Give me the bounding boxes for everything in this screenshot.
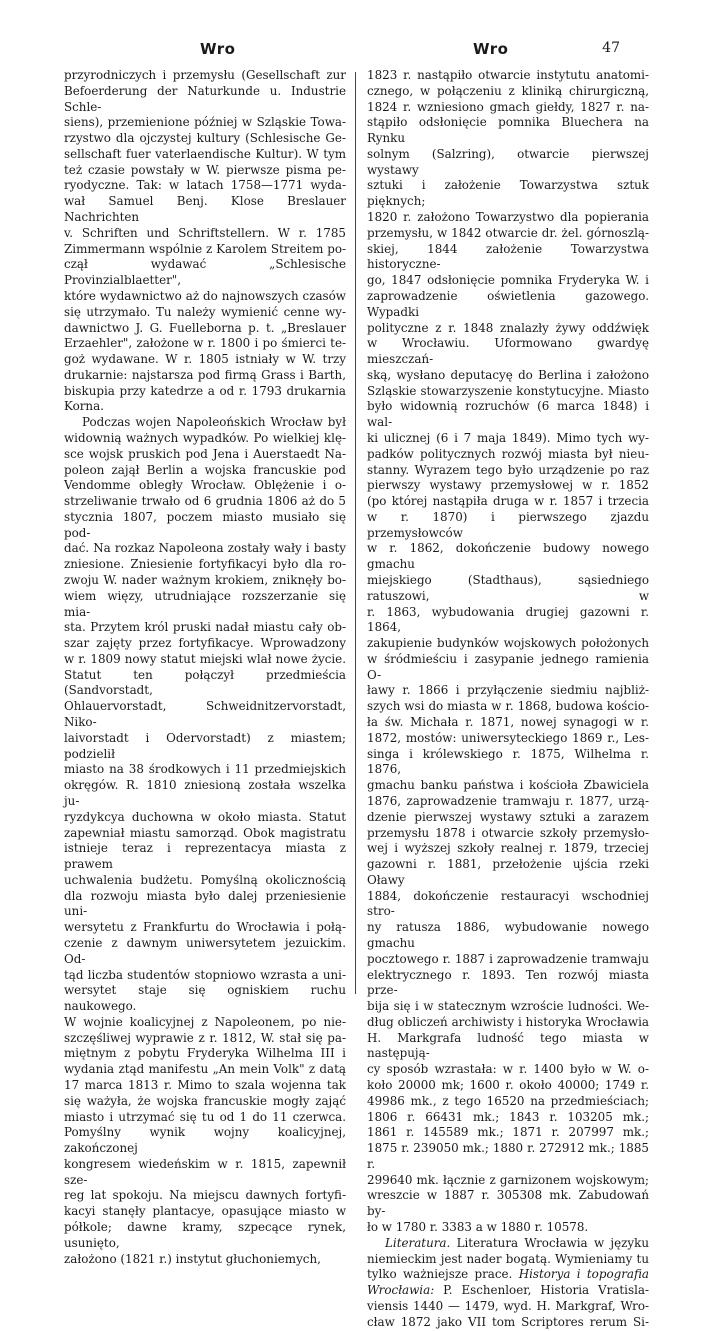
text-line: założono (1821 r.) instytut głuchoniemych, bbox=[64, 1251, 321, 1266]
text-line: miasto i utrzymać się tu od 1 do 11 czerwca. bbox=[64, 1109, 346, 1124]
text-line: gazowni r. 1881, przełożenie ujścia rzeki Oławy bbox=[367, 857, 649, 887]
text-line: goż wydawane. W r. 1805 istniały w W. trzy bbox=[64, 352, 346, 367]
text-line: cy sposób wzrastała: w r. 1400 było w W. o- bbox=[367, 1062, 649, 1077]
text-line: miejskiego (Stadthaus), sąsiedniego ratuszowi, w bbox=[367, 573, 649, 603]
text-line: Statut ten połączył przedmieścia (Sandvorstadt, bbox=[64, 667, 346, 698]
literatura-text: Literatura Wrocławia w języku bbox=[456, 1235, 650, 1250]
text-line: elektrycznego r. 1893. Ten rozwój miasta prze- bbox=[367, 967, 649, 998]
text-line: wersytet staje się ogniskiem ruchu naukowego. bbox=[64, 983, 346, 1014]
text-line: sellschaft fuer vaterlaendische Kultur). W tym bbox=[64, 146, 346, 161]
text-line: Szląskie stowarzyszenie konstytucyjne. Miasto bbox=[367, 383, 649, 398]
text-line: miasto na 38 środkowych i 11 przedmiejskich bbox=[64, 762, 346, 777]
left-guide-word: Wro bbox=[200, 40, 236, 58]
text-line: siens), przemienione później w Szląskie Towa- bbox=[64, 115, 346, 130]
text-line: zwoju W. nader ważnym krokiem, zniknęły bo- bbox=[64, 573, 346, 587]
text-line: 1875 r. 239050 mk.; 1880 r. 272912 mk.; 1885 r. bbox=[367, 1141, 649, 1171]
text-line: Korna. bbox=[64, 399, 104, 414]
text-line: ryzdykcya duchowna w około miasta. Statut bbox=[64, 809, 346, 824]
literatura-text: P. Eschenloer, Historia Vratisla- bbox=[443, 1283, 649, 1298]
text-line: wreszcie w 1887 r. 305308 mk. Zabudowań by- bbox=[367, 1188, 649, 1219]
text-line: drukarnie: najstarsza pod firmą Grass i Barth, bbox=[64, 367, 346, 382]
column-divider bbox=[355, 72, 356, 994]
text-line: w r. 1809 nowy statut miejski wlał nowe życie. bbox=[64, 651, 346, 666]
text-line: 1861 r. 145589 mk.; 1871 r. 207997 mk.; bbox=[367, 1125, 649, 1140]
text-line: sta. Przytem król pruski nadał miastu cały ob- bbox=[64, 620, 346, 635]
text-line: które wydawnictwo aż do najnowszych czasów bbox=[64, 288, 346, 303]
literatura-line: niemieckim jest nader bogatą. Wymieniamy tu bbox=[367, 1251, 649, 1266]
text-line: sce wojsk pruskich pod Jena i Auerstaedt Na- bbox=[64, 446, 346, 461]
text-line: się utrzymało. Tu należy wymienić cenne wy- bbox=[64, 304, 346, 319]
text-line: półkole; dawne kramy, szpecące rynek, usunięto, bbox=[64, 1220, 346, 1250]
text-line: w Wrocławiu. Uformowano gwardyę mieszczań- bbox=[367, 336, 649, 367]
text-line: dać. Na rozkaz Napoleona zostały wały i basty bbox=[64, 541, 346, 556]
text-line: solnym (Salzring), otwarcie pierwszej wystawy bbox=[367, 146, 649, 177]
text-line: stanny. Wyrazem tego było urządzenie po raz bbox=[367, 462, 649, 477]
text-line: v. Schriften und Schriftstellern. W r. 1785 bbox=[64, 225, 346, 240]
literatura-text: tylko ważniejsze prace. bbox=[367, 1267, 513, 1282]
text-line: laivorstadt i Odervorstadt) z miastem; podzielił bbox=[64, 730, 346, 761]
text-line: dla rozwoju miasta było dalej przeniesienie uni- bbox=[64, 888, 346, 919]
right-column-lines bbox=[367, 68, 649, 1236]
left-column bbox=[64, 68, 346, 1267]
text-line: Ohlauervorstadt, Schweidnitzervorstadt, Niko- bbox=[64, 699, 346, 730]
text-line: Zimmermann wspólnie z Karolem Streitem po- bbox=[64, 241, 346, 256]
text-line: czął wydawać „Schlesische Provinzialblaetter", bbox=[64, 257, 346, 288]
text-line: czenie z dawnym uniwersytetem jezuickim. Od- bbox=[64, 935, 346, 966]
text-line: padków politycznych rozwój miasta był nieu- bbox=[367, 446, 649, 461]
text-line: sztuki i założenie Towarzystwa sztuk pięknych; bbox=[367, 178, 649, 209]
text-line: zakupienie budynków wojskowych położonych bbox=[367, 636, 649, 651]
text-line: polityczne z r. 1848 znalazły żywy oddźwięk bbox=[367, 320, 649, 335]
right-guide-word: Wro bbox=[473, 40, 509, 58]
text-line: wiem więzy, utrudniające rozszerzanie się mia- bbox=[64, 588, 346, 619]
text-line: ło w 1780 r. 3383 a w 1880 r. 10578. bbox=[367, 1220, 589, 1235]
text-line: Pomyślny wynik wojny koalicyjnej, zakończonej bbox=[64, 1125, 346, 1156]
page-number: 47 bbox=[602, 40, 620, 56]
text-line: poleon zajął Berlin a wojska francuskie pod bbox=[64, 462, 346, 477]
text-line: w r. 1862, dokończenie budowy nowego gmachu bbox=[367, 541, 649, 572]
text-line: Befoerderung der Naturkunde u. Industrie Schle- bbox=[64, 83, 346, 114]
text-line: wersytetu z Frankfurtu do Wrocławia i połą- bbox=[64, 920, 346, 935]
text-line: dawnictwo J. G. Fuelleborna p. t. „Breslauer bbox=[64, 320, 346, 335]
text-line: go, 1847 odsłonięcie pomnika Fryderyka W. i bbox=[367, 273, 649, 288]
text-line: singa i królewskiego r. 1875, Wilhelma r. 1876, bbox=[367, 746, 649, 777]
text-line: H. Markgrafa ludność tego miasta w następują- bbox=[367, 1030, 649, 1061]
text-line: w śródmieściu i zasypanie jednego ramienia O- bbox=[367, 651, 649, 682]
text-line: ła św. Michała r. 1871, nowej synagogi w r. bbox=[367, 715, 649, 730]
text-line: szar zajęty przez fortyfikacye. Wprowadzony bbox=[64, 636, 346, 651]
right-column bbox=[367, 68, 649, 1331]
text-line: Erzaehler", założone w r. 1800 i po śmierci te- bbox=[64, 336, 346, 351]
text-line: Vendomme obległy Wrocław. Oblężenie i o- bbox=[64, 478, 346, 493]
text-line: pocztowego r. 1887 i zaprowadzenie tramwaju bbox=[367, 951, 649, 966]
text-line: zapewniał miastu samorząd. Obok magistratu bbox=[64, 825, 346, 840]
text-line: stąpiło odsłonięcie pomnika Bluechera na Rynku bbox=[367, 115, 649, 146]
text-line: stycznia 1807, poczem miasto musiało się pod- bbox=[64, 509, 346, 540]
literatura-line bbox=[367, 1236, 649, 1252]
text-line: 299640 mk. łącznie z garnizonem wojskowym; bbox=[367, 1172, 649, 1187]
text-line: kongresem wiedeńskim w r. 1815, zapewnił sze- bbox=[64, 1156, 346, 1187]
text-line: szych wsi do miasta w r. 1868, budowa kościo- bbox=[367, 699, 649, 714]
text-line: 17 marca 1813 r. Mimo to szala wojenna tak bbox=[64, 1078, 346, 1092]
text-line: r. 1863, wybudowania drugiej gazowni r. 1864, bbox=[367, 604, 649, 635]
text-line: istnieje teraz i reprezentacya miasta z prawem bbox=[64, 841, 346, 872]
text-line: szczęśliwej wyprawie z r. 1812, W. stał się pa- bbox=[64, 1030, 346, 1045]
text-line: wydania ztąd manifestu „An mein Volk" z datą bbox=[64, 1062, 346, 1077]
text-line: 1820 r. założono Towarzystwo dla popierania bbox=[367, 210, 649, 225]
text-line: kacyi stanęły plantacye, opasujące miasto w bbox=[64, 1204, 346, 1219]
text-line: dzenie pierwszej wystawy sztuki a zarazem bbox=[367, 809, 649, 824]
text-line: 49986 mk., z tego 16520 na przedmieściach; bbox=[367, 1093, 649, 1108]
text-line: gmachu banku państwa i kościoła Zbawiciela bbox=[367, 778, 649, 793]
text-line: przemysłu 1878 i otwarcie szkoły przemysło- bbox=[367, 825, 649, 840]
text-line: 1823 r. nastąpiło otwarcie instytutu anatomi- bbox=[367, 68, 649, 82]
text-line: W wojnie koalicyjnej z Napoleonem, po nie- bbox=[64, 1014, 346, 1029]
text-line: (po której nastąpiła druga w r. 1857 i trzecia bbox=[367, 494, 649, 509]
text-line: okręgów. R. 1810 zniesioną została wszelka ju- bbox=[64, 778, 346, 808]
text-line: 1806 r. 66431 mk.; 1843 r. 103205 mk.; bbox=[367, 1109, 649, 1124]
text-line: 1876, zaprowadzenie tramwaju r. 1877, urzą- bbox=[367, 793, 649, 808]
text-line: ny ratusza 1886, wybudowanie nowego gmachu bbox=[367, 920, 649, 950]
text-line: ską, wysłano deputacyę do Berlina i założono bbox=[367, 367, 649, 382]
text-line: rzystwo dla ojczystej kultury (Schlesische Ge- bbox=[64, 131, 346, 146]
text-line: w r. 1870) i pierwszego zjazdu przemysłowców bbox=[367, 509, 649, 540]
text-line: wej i wyższej szkoły realnej r. 1879, trzeciej bbox=[367, 841, 649, 856]
text-line: 1884, dokończenie restauracyi wschodniej stro- bbox=[367, 888, 649, 919]
text-line: wał Samuel Benj. Klose Breslauer Nachrichten bbox=[64, 194, 346, 225]
literatura-label: Literatura. bbox=[385, 1235, 451, 1250]
text-line: reg lat spokoju. Na miejscu dawnych fortyfi- bbox=[64, 1188, 346, 1203]
text-line: było widownią rozruchów (6 marca 1848) i wal- bbox=[367, 399, 649, 430]
text-line: strzeliwanie trwało od 6 grudnia 1806 aż do 5 bbox=[64, 494, 346, 509]
text-line: 1872, mostów: uniwersyteckiego 1869 r., Les- bbox=[367, 730, 649, 745]
text-line: się ważyła, że wojska francuskie mogły zająć bbox=[64, 1093, 346, 1108]
text-line: uchwalenia budżetu. Pomyślną okolicznością bbox=[64, 872, 346, 887]
text-line: 1824 r. wzniesiono gmach giełdy, 1827 r. na- bbox=[367, 99, 649, 114]
text-line: też czasie powstały w W. pierwsze pisma pe- bbox=[64, 162, 346, 177]
text-line: dług obliczeń archiwisty i historyka Wrocławia bbox=[367, 1014, 649, 1029]
running-header bbox=[0, 40, 720, 60]
text-line: widownią ważnych wypadków. Po wielkiej klę- bbox=[64, 430, 346, 445]
text-line: zniesione. Zniesienie fortyfikacyi było dla ro- bbox=[64, 557, 346, 572]
literatura-line bbox=[367, 1283, 649, 1299]
literatura-line bbox=[367, 1267, 649, 1283]
text-line: Podczas wojen Napoleońskich Wrocław był bbox=[82, 415, 346, 430]
text-line: ryodyczne. Tak: w latach 1758—1771 wyda- bbox=[64, 178, 346, 193]
text-line: ławy r. 1866 i przyłączenie siedmiu najbliż- bbox=[367, 683, 649, 698]
literatura-italic: Historya i topografia bbox=[518, 1267, 650, 1282]
text-line: zaprowadzenie oświetlenia gazowego. Wypadki bbox=[367, 288, 649, 319]
text-line: skiej, 1844 założenie Towarzystwa historyczne- bbox=[367, 241, 649, 272]
text-line: ki ulicznej (6 i 7 maja 1849). Mimo tych wy- bbox=[367, 430, 649, 445]
literatura-line: viensis 1440 — 1479, wyd. H. Markgraf, Wro- bbox=[367, 1298, 649, 1313]
literatura-italic: Wrocławia: bbox=[367, 1283, 435, 1298]
text-line: pierwszy wystawy przemysłowej w r. 1852 bbox=[367, 478, 649, 493]
text-line: przemysłu, w 1842 otwarcie dr. żel. górnoszlą- bbox=[367, 225, 649, 240]
text-line: tąd liczba studentów stopniowo wzrasta a uni- bbox=[64, 967, 346, 982]
text-line: bija się i w statecznym wzroście ludności. We- bbox=[367, 999, 649, 1014]
text-line: miętnym z pobytu Fryderyka Wilhelma III i bbox=[64, 1046, 346, 1061]
text-line: koło 20000 mk; 1600 r. około 40000; 1749 r. bbox=[367, 1078, 649, 1092]
text-line: cznego, w połączeniu z kliniką chirurgiczną, bbox=[367, 83, 649, 98]
text-line: biskupia przy katedrze a od r. 1793 drukarnia bbox=[64, 383, 346, 398]
literatura-line: cław 1872 jako VII tom Scriptores rerum Si- bbox=[367, 1314, 649, 1329]
text-line: przyrodniczych i przemysłu (Gesellschaft zur bbox=[64, 68, 346, 82]
